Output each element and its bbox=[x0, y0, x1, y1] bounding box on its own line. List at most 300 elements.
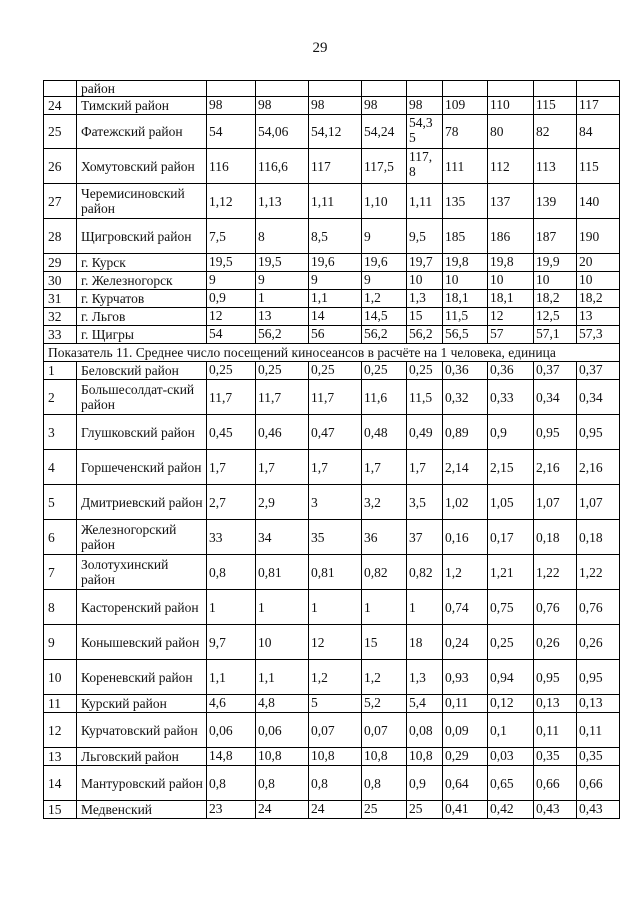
value-cell: 18,2 bbox=[577, 290, 620, 308]
value-cell: 9,7 bbox=[207, 625, 256, 660]
value-cell: 56,5 bbox=[443, 326, 488, 344]
value-cell: 11,7 bbox=[207, 380, 256, 415]
value-cell: 0,82 bbox=[362, 555, 407, 590]
district-name-cell: район bbox=[77, 81, 207, 97]
table-row bbox=[44, 115, 620, 149]
value-cell: 0,34 bbox=[534, 380, 577, 415]
value-cell: 140 bbox=[577, 184, 620, 219]
value-cell: 110 bbox=[488, 97, 534, 115]
value-cell: 24 bbox=[256, 801, 309, 819]
value-cell: 9 bbox=[362, 219, 407, 254]
value-cell: 112 bbox=[488, 149, 534, 184]
value-cell: 0,9 bbox=[207, 290, 256, 308]
value-cell: 1 bbox=[407, 590, 443, 625]
value-cell: 34 bbox=[256, 520, 309, 555]
value-cell: 0,25 bbox=[207, 362, 256, 380]
district-name-cell: Курчатовский район bbox=[77, 713, 207, 748]
value-cell: 0,9 bbox=[488, 415, 534, 450]
value-cell: 14 bbox=[309, 308, 362, 326]
value-cell: 37 bbox=[407, 520, 443, 555]
value-cell: 0,09 bbox=[443, 713, 488, 748]
value-cell: 57,3 bbox=[577, 326, 620, 344]
value-cell: 115 bbox=[577, 149, 620, 184]
value-cell: 2,16 bbox=[534, 450, 577, 485]
value-cell: 8,5 bbox=[309, 219, 362, 254]
district-name-cell: Мантуровский район bbox=[77, 766, 207, 801]
value-cell: 1 bbox=[309, 590, 362, 625]
value-cell: 0,46 bbox=[256, 415, 309, 450]
row-number-cell: 25 bbox=[44, 115, 77, 149]
value-cell: 135 bbox=[443, 184, 488, 219]
table-row bbox=[44, 149, 620, 184]
value-cell: 54,24 bbox=[362, 115, 407, 149]
value-cell: 1,1 bbox=[309, 290, 362, 308]
value-cell: 8 bbox=[256, 219, 309, 254]
row-number-cell: 11 bbox=[44, 695, 77, 713]
row-number-cell: 1 bbox=[44, 362, 77, 380]
district-name-cell: Дмитриевский район bbox=[77, 485, 207, 520]
value-cell: 2,7 bbox=[207, 485, 256, 520]
value-cell: 0,8 bbox=[207, 555, 256, 590]
value-cell: 1,7 bbox=[362, 450, 407, 485]
row-number-cell: 15 bbox=[44, 801, 77, 819]
table-row bbox=[44, 590, 620, 625]
value-cell: 56,2 bbox=[407, 326, 443, 344]
value-cell: 0,37 bbox=[577, 362, 620, 380]
value-cell: 1,3 bbox=[407, 290, 443, 308]
row-number-cell: 8 bbox=[44, 590, 77, 625]
value-cell: 0,65 bbox=[488, 766, 534, 801]
table-row bbox=[44, 184, 620, 219]
value-cell: 117,5 bbox=[362, 149, 407, 184]
value-cell: 10,8 bbox=[309, 748, 362, 766]
value-cell: 9 bbox=[309, 272, 362, 290]
value-cell: 18,1 bbox=[488, 290, 534, 308]
value-cell: 0,81 bbox=[309, 555, 362, 590]
value-cell bbox=[534, 81, 577, 97]
value-cell: 2,15 bbox=[488, 450, 534, 485]
value-cell: 190 bbox=[577, 219, 620, 254]
value-cell: 0,43 bbox=[534, 801, 577, 819]
district-name-cell: г. Железногорск bbox=[77, 272, 207, 290]
value-cell: 0,64 bbox=[443, 766, 488, 801]
value-cell: 1,13 bbox=[256, 184, 309, 219]
value-cell: 10 bbox=[407, 272, 443, 290]
district-name-cell: Фатежский район bbox=[77, 115, 207, 149]
value-cell: 7,5 bbox=[207, 219, 256, 254]
district-name-cell: Беловский район bbox=[77, 362, 207, 380]
value-cell: 1,22 bbox=[534, 555, 577, 590]
value-cell: 0,25 bbox=[488, 625, 534, 660]
district-name-cell: г. Курчатов bbox=[77, 290, 207, 308]
value-cell: 19,9 bbox=[534, 254, 577, 272]
value-cell: 0,95 bbox=[534, 660, 577, 695]
value-cell: 0,26 bbox=[577, 625, 620, 660]
value-cell: 4,8 bbox=[256, 695, 309, 713]
value-cell: 0,24 bbox=[443, 625, 488, 660]
value-cell: 1 bbox=[256, 590, 309, 625]
value-cell: 0,49 bbox=[407, 415, 443, 450]
value-cell: 0,95 bbox=[577, 415, 620, 450]
value-cell bbox=[443, 81, 488, 97]
value-cell: 5 bbox=[309, 695, 362, 713]
table-row bbox=[44, 625, 620, 660]
value-cell: 0,18 bbox=[534, 520, 577, 555]
value-cell: 0,1 bbox=[488, 713, 534, 748]
value-cell: 1,7 bbox=[207, 450, 256, 485]
value-cell: 1 bbox=[256, 290, 309, 308]
value-cell: 0,93 bbox=[443, 660, 488, 695]
row-number-cell: 14 bbox=[44, 766, 77, 801]
value-cell: 1,7 bbox=[256, 450, 309, 485]
row-number-cell: 30 bbox=[44, 272, 77, 290]
table-row bbox=[44, 290, 620, 308]
value-cell: 3 bbox=[309, 485, 362, 520]
table-row bbox=[44, 766, 620, 801]
row-number-cell: 26 bbox=[44, 149, 77, 184]
district-name-cell: Льговский район bbox=[77, 748, 207, 766]
value-cell: 80 bbox=[488, 115, 534, 149]
value-cell: 98 bbox=[362, 97, 407, 115]
value-cell: 10,8 bbox=[256, 748, 309, 766]
value-cell: 10,8 bbox=[407, 748, 443, 766]
value-cell: 19,8 bbox=[443, 254, 488, 272]
value-cell: 0,75 bbox=[488, 590, 534, 625]
value-cell: 11,5 bbox=[407, 380, 443, 415]
value-cell: 0,36 bbox=[443, 362, 488, 380]
value-cell: 0,34 bbox=[577, 380, 620, 415]
section-header: Показатель 11. Среднее число посещений киносеансов в расчёте на 1 человека, единица bbox=[44, 344, 620, 362]
table-row bbox=[44, 326, 620, 344]
value-cell: 0,66 bbox=[577, 766, 620, 801]
value-cell: 9 bbox=[207, 272, 256, 290]
value-cell: 10 bbox=[256, 625, 309, 660]
value-cell: 111 bbox=[443, 149, 488, 184]
value-cell: 1,2 bbox=[443, 555, 488, 590]
table-row bbox=[44, 801, 620, 819]
value-cell: 10,8 bbox=[362, 748, 407, 766]
value-cell: 0,18 bbox=[577, 520, 620, 555]
value-cell: 1,11 bbox=[309, 184, 362, 219]
value-cell: 0,07 bbox=[362, 713, 407, 748]
table-row bbox=[44, 81, 620, 97]
district-name-cell: г. Щигры bbox=[77, 326, 207, 344]
district-name-cell: Хомутовский район bbox=[77, 149, 207, 184]
value-cell: 0,13 bbox=[534, 695, 577, 713]
value-cell: 0,45 bbox=[207, 415, 256, 450]
table-row bbox=[44, 97, 620, 115]
value-cell: 0,35 bbox=[534, 748, 577, 766]
value-cell: 10 bbox=[534, 272, 577, 290]
value-cell: 1,12 bbox=[207, 184, 256, 219]
value-cell: 25 bbox=[362, 801, 407, 819]
value-cell: 2,14 bbox=[443, 450, 488, 485]
row-number-cell: 29 bbox=[44, 254, 77, 272]
value-cell: 0,25 bbox=[362, 362, 407, 380]
value-cell: 0,12 bbox=[488, 695, 534, 713]
value-cell: 3,5 bbox=[407, 485, 443, 520]
district-name-cell: Большесолдат-ский район bbox=[77, 380, 207, 415]
district-name-cell: Касторенский район bbox=[77, 590, 207, 625]
value-cell: 0,26 bbox=[534, 625, 577, 660]
district-name-cell: Глушковский район bbox=[77, 415, 207, 450]
value-cell: 0,42 bbox=[488, 801, 534, 819]
row-number-cell: 28 bbox=[44, 219, 77, 254]
value-cell: 0,03 bbox=[488, 748, 534, 766]
value-cell: 3,2 bbox=[362, 485, 407, 520]
value-cell: 0,11 bbox=[443, 695, 488, 713]
district-name-cell: Медвенский bbox=[77, 801, 207, 819]
value-cell: 11,6 bbox=[362, 380, 407, 415]
value-cell bbox=[256, 81, 309, 97]
value-cell: 36 bbox=[362, 520, 407, 555]
value-cell: 0,25 bbox=[309, 362, 362, 380]
row-number-cell: 12 bbox=[44, 713, 77, 748]
value-cell: 1,3 bbox=[407, 660, 443, 695]
value-cell: 54,06 bbox=[256, 115, 309, 149]
value-cell: 0,9 bbox=[407, 766, 443, 801]
value-cell: 1,2 bbox=[362, 660, 407, 695]
value-cell: 82 bbox=[534, 115, 577, 149]
value-cell: 139 bbox=[534, 184, 577, 219]
section-header-row bbox=[44, 344, 620, 362]
table-row bbox=[44, 415, 620, 450]
value-cell: 109 bbox=[443, 97, 488, 115]
value-cell: 98 bbox=[207, 97, 256, 115]
value-cell: 0,11 bbox=[577, 713, 620, 748]
value-cell: 19,5 bbox=[256, 254, 309, 272]
value-cell: 0,36 bbox=[488, 362, 534, 380]
value-cell: 185 bbox=[443, 219, 488, 254]
value-cell: 0,25 bbox=[256, 362, 309, 380]
value-cell: 0,94 bbox=[488, 660, 534, 695]
row-number-cell: 7 bbox=[44, 555, 77, 590]
district-name-cell: Железногорский район bbox=[77, 520, 207, 555]
value-cell: 12 bbox=[488, 308, 534, 326]
value-cell: 54,12 bbox=[309, 115, 362, 149]
value-cell: 0,76 bbox=[534, 590, 577, 625]
value-cell: 186 bbox=[488, 219, 534, 254]
value-cell: 1,22 bbox=[577, 555, 620, 590]
row-number-cell: 31 bbox=[44, 290, 77, 308]
row-number-cell: 3 bbox=[44, 415, 77, 450]
row-number-cell: 2 bbox=[44, 380, 77, 415]
district-name-cell: Горшеченский район bbox=[77, 450, 207, 485]
value-cell: 14,5 bbox=[362, 308, 407, 326]
value-cell: 9 bbox=[256, 272, 309, 290]
value-cell: 25 bbox=[407, 801, 443, 819]
value-cell bbox=[309, 81, 362, 97]
table-row bbox=[44, 219, 620, 254]
value-cell: 1,2 bbox=[362, 290, 407, 308]
value-cell: 18,2 bbox=[534, 290, 577, 308]
value-cell: 0,35 bbox=[577, 748, 620, 766]
row-number-cell: 10 bbox=[44, 660, 77, 695]
value-cell: 1,02 bbox=[443, 485, 488, 520]
value-cell bbox=[488, 81, 534, 97]
value-cell: 116 bbox=[207, 149, 256, 184]
value-cell: 1,10 bbox=[362, 184, 407, 219]
value-cell: 19,7 bbox=[407, 254, 443, 272]
value-cell: 0,47 bbox=[309, 415, 362, 450]
value-cell: 0,74 bbox=[443, 590, 488, 625]
value-cell: 1,7 bbox=[309, 450, 362, 485]
value-cell: 10 bbox=[488, 272, 534, 290]
value-cell: 56,2 bbox=[256, 326, 309, 344]
value-cell: 116,6 bbox=[256, 149, 309, 184]
value-cell bbox=[362, 81, 407, 97]
value-cell: 1,7 bbox=[407, 450, 443, 485]
value-cell: 9 bbox=[362, 272, 407, 290]
value-cell bbox=[207, 81, 256, 97]
value-cell: 11,7 bbox=[256, 380, 309, 415]
table-row bbox=[44, 450, 620, 485]
table-row bbox=[44, 748, 620, 766]
table-row bbox=[44, 485, 620, 520]
value-cell: 12 bbox=[207, 308, 256, 326]
value-cell: 0,17 bbox=[488, 520, 534, 555]
value-cell: 187 bbox=[534, 219, 577, 254]
value-cell: 84 bbox=[577, 115, 620, 149]
value-cell: 0,76 bbox=[577, 590, 620, 625]
table-row bbox=[44, 695, 620, 713]
value-cell: 12,5 bbox=[534, 308, 577, 326]
value-cell: 19,5 bbox=[207, 254, 256, 272]
value-cell: 115 bbox=[534, 97, 577, 115]
value-cell: 1 bbox=[207, 590, 256, 625]
value-cell: 13 bbox=[577, 308, 620, 326]
value-cell: 9,5 bbox=[407, 219, 443, 254]
value-cell: 0,8 bbox=[207, 766, 256, 801]
value-cell: 113 bbox=[534, 149, 577, 184]
table-row bbox=[44, 555, 620, 590]
district-name-cell: Конышевский район bbox=[77, 625, 207, 660]
value-cell: 18 bbox=[407, 625, 443, 660]
value-cell: 1,21 bbox=[488, 555, 534, 590]
value-cell: 0,07 bbox=[309, 713, 362, 748]
value-cell bbox=[577, 81, 620, 97]
value-cell: 0,66 bbox=[534, 766, 577, 801]
value-cell: 0,8 bbox=[256, 766, 309, 801]
value-cell: 0,25 bbox=[407, 362, 443, 380]
value-cell: 98 bbox=[256, 97, 309, 115]
value-cell: 56 bbox=[309, 326, 362, 344]
value-cell: 117 bbox=[309, 149, 362, 184]
row-number-cell: 13 bbox=[44, 748, 77, 766]
table-row bbox=[44, 380, 620, 415]
value-cell: 35 bbox=[309, 520, 362, 555]
value-cell: 1,07 bbox=[577, 485, 620, 520]
value-cell: 0,81 bbox=[256, 555, 309, 590]
district-name-cell: Золотухинский район bbox=[77, 555, 207, 590]
value-cell: 11,7 bbox=[309, 380, 362, 415]
value-cell: 57,1 bbox=[534, 326, 577, 344]
value-cell: 56,2 bbox=[362, 326, 407, 344]
value-cell: 1,07 bbox=[534, 485, 577, 520]
table-row bbox=[44, 308, 620, 326]
table-row bbox=[44, 520, 620, 555]
value-cell: 0,16 bbox=[443, 520, 488, 555]
value-cell: 0,29 bbox=[443, 748, 488, 766]
value-cell: 10 bbox=[577, 272, 620, 290]
value-cell: 117, 8 bbox=[407, 149, 443, 184]
district-name-cell: Щигровский район bbox=[77, 219, 207, 254]
page-number: 29 bbox=[312, 40, 328, 56]
value-cell: 0,33 bbox=[488, 380, 534, 415]
value-cell: 0,06 bbox=[207, 713, 256, 748]
row-number-cell bbox=[44, 81, 77, 97]
district-name-cell: Кореневский район bbox=[77, 660, 207, 695]
table-row bbox=[44, 362, 620, 380]
row-number-cell: 27 bbox=[44, 184, 77, 219]
district-name-cell: Курский район bbox=[77, 695, 207, 713]
value-cell: 13 bbox=[256, 308, 309, 326]
value-cell: 117 bbox=[577, 97, 620, 115]
value-cell: 5,4 bbox=[407, 695, 443, 713]
district-name-cell: Тимский район bbox=[77, 97, 207, 115]
table-row bbox=[44, 272, 620, 290]
table-row bbox=[44, 254, 620, 272]
value-cell: 1,11 bbox=[407, 184, 443, 219]
value-cell: 0,95 bbox=[577, 660, 620, 695]
row-number-cell: 5 bbox=[44, 485, 77, 520]
value-cell: 20 bbox=[577, 254, 620, 272]
value-cell: 18,1 bbox=[443, 290, 488, 308]
value-cell: 1 bbox=[362, 590, 407, 625]
value-cell: 1,05 bbox=[488, 485, 534, 520]
value-cell: 98 bbox=[407, 97, 443, 115]
value-cell: 0,08 bbox=[407, 713, 443, 748]
value-cell: 54 bbox=[207, 326, 256, 344]
value-cell: 0,82 bbox=[407, 555, 443, 590]
value-cell: 0,48 bbox=[362, 415, 407, 450]
value-cell: 24 bbox=[309, 801, 362, 819]
value-cell: 54 bbox=[207, 115, 256, 149]
district-name-cell: г. Курск bbox=[77, 254, 207, 272]
value-cell: 12 bbox=[309, 625, 362, 660]
row-number-cell: 32 bbox=[44, 308, 77, 326]
value-cell: 5,2 bbox=[362, 695, 407, 713]
row-number-cell: 6 bbox=[44, 520, 77, 555]
row-number-cell: 4 bbox=[44, 450, 77, 485]
value-cell: 0,11 bbox=[534, 713, 577, 748]
value-cell: 137 bbox=[488, 184, 534, 219]
value-cell: 0,8 bbox=[362, 766, 407, 801]
value-cell: 19,6 bbox=[362, 254, 407, 272]
value-cell: 0,43 bbox=[577, 801, 620, 819]
value-cell: 15 bbox=[362, 625, 407, 660]
row-number-cell: 33 bbox=[44, 326, 77, 344]
table-row bbox=[44, 660, 620, 695]
value-cell: 54,3 5 bbox=[407, 115, 443, 149]
value-cell: 0,8 bbox=[309, 766, 362, 801]
value-cell: 23 bbox=[207, 801, 256, 819]
value-cell: 2,16 bbox=[577, 450, 620, 485]
value-cell: 98 bbox=[309, 97, 362, 115]
indicator-table bbox=[43, 80, 620, 819]
table-row bbox=[44, 713, 620, 748]
value-cell: 2,9 bbox=[256, 485, 309, 520]
value-cell: 0,13 bbox=[577, 695, 620, 713]
value-cell: 10 bbox=[443, 272, 488, 290]
value-cell: 0,89 bbox=[443, 415, 488, 450]
value-cell: 19,6 bbox=[309, 254, 362, 272]
value-cell: 11,5 bbox=[443, 308, 488, 326]
value-cell: 0,06 bbox=[256, 713, 309, 748]
value-cell: 1,2 bbox=[309, 660, 362, 695]
value-cell: 57 bbox=[488, 326, 534, 344]
value-cell: 4,6 bbox=[207, 695, 256, 713]
